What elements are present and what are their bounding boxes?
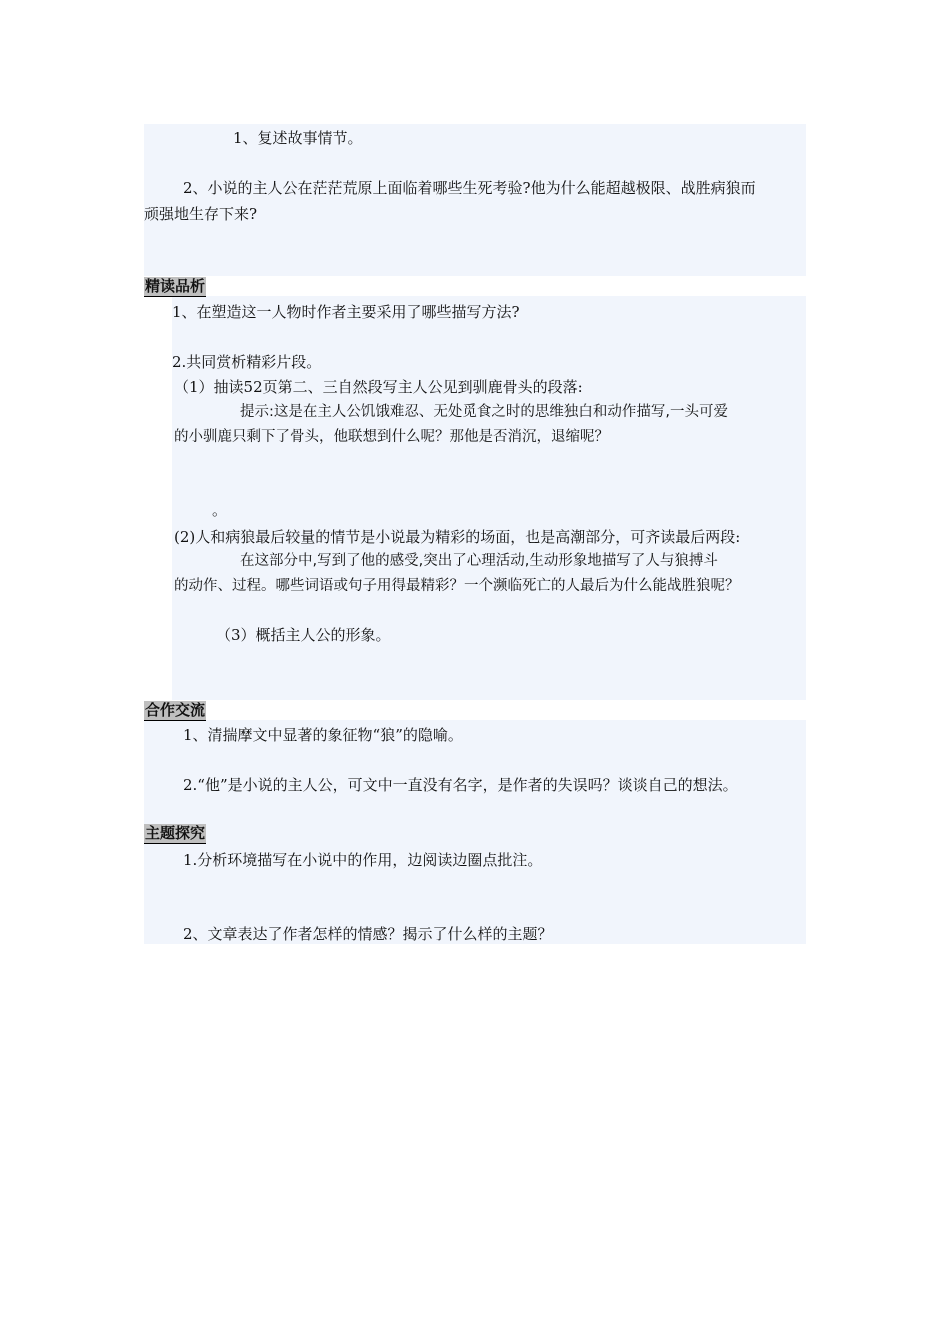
close-reading-passage-3: （3）概括主人公的形象。 (216, 626, 391, 644)
theme-question-2: 2、文章表达了作者怎样的情感？揭示了什么样的主题？ (183, 925, 553, 943)
review-question-1: 1、复述故事情节。 (233, 129, 363, 147)
review-question-2-line-1: 2、小说的主人公在茫茫荒原上面临着哪些生死考验?他为什么能超越极限、战胜病狼而 (183, 179, 756, 197)
review-question-2-line-2: 顽强地生存下来? (144, 205, 258, 223)
close-reading-hint-2-line-1: 在这部分中,写到了他的感受,突出了心理活动,生动形象地描写了人与狼搏斗 (240, 553, 718, 569)
close-reading-hint-1-line-1: 提示:这是在主人公饥饿难忍、无处觅食之时的思维独白和动作描写,一头可爱 (240, 404, 728, 420)
close-reading-hint-1-line-2: 的小驯鹿只剩下了骨头，他联想到什么呢？那他是否消沉，退缩呢？ (174, 429, 609, 445)
section-heading-theme: 主题探究 (145, 824, 206, 842)
close-reading-passage-2: (2)人和病狼最后较量的情节是小说最为精彩的场面，也是高潮部分，可齐读最后两段: (174, 528, 741, 546)
shaded-block-cooperation (144, 720, 806, 944)
close-reading-hint-2-line-2: 的动作、过程。哪些词语或句子用得最精彩？一个濒临死亡的人最后为什么能战胜狼呢？ (174, 578, 740, 594)
section-heading-close-reading: 精读品析 (145, 277, 206, 295)
close-reading-question-1: 1、在塑造这一人物时作者主要采用了哪些描写方法? (172, 303, 520, 321)
close-reading-dot: 。 (212, 501, 228, 519)
cooperation-question-2: 2.“他”是小说的主人公，可文中一直没有名字，是作者的失误吗？谈谈自己的想法。 (183, 776, 738, 794)
section-heading-cooperation: 合作交流 (145, 701, 206, 719)
cooperation-question-1: 1、清揣摩文中显著的象征物“狼”的隐喻。 (183, 726, 463, 744)
theme-question-1: 1.分析环境描写在小说中的作用，边阅读边圈点批注。 (183, 851, 543, 869)
close-reading-passage-1: （1）抽读52页第二、三自然段写主人公见到驯鹿骨头的段落: (174, 378, 583, 396)
close-reading-question-2: 2.共同赏析精彩片段。 (172, 353, 322, 371)
